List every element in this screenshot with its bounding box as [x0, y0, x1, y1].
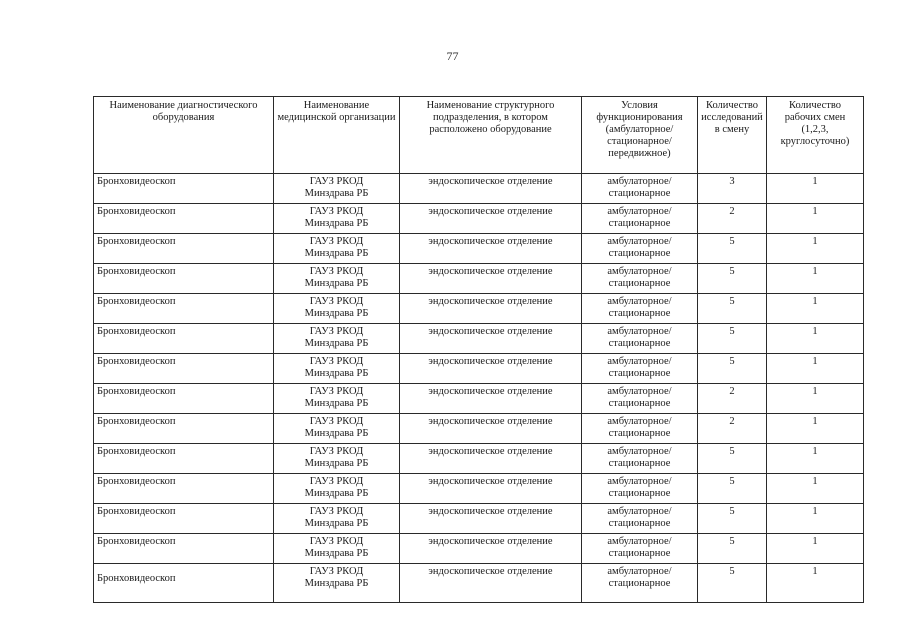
org-line: Минздрава РБ — [304, 428, 369, 439]
cell-work-shifts: 1 — [767, 234, 864, 264]
cell-work-shifts: 1 — [767, 534, 864, 564]
org-line: Минздрава РБ — [304, 548, 369, 559]
mode-line: стационарное — [608, 458, 671, 469]
table-row — [94, 474, 864, 504]
org-line: ГАУЗ РКОД — [309, 236, 364, 247]
cell-department: эндоскопическое отделение — [400, 504, 582, 534]
mode-line: стационарное — [608, 548, 671, 559]
mode-line: стационарное — [608, 368, 671, 379]
cell-operating-conditions — [582, 564, 698, 603]
org-line: Минздрава РБ — [304, 218, 369, 229]
cell-studies-per-shift: 5 — [698, 324, 767, 354]
cell-department: эндоскопическое отделение — [400, 354, 582, 384]
cell-work-shifts: 1 — [767, 414, 864, 444]
header-operating-conditions: Условия функционирования (амбулаторное/ стационарное/ передвижное) — [582, 97, 698, 174]
cell-equipment: Бронховидеоскоп — [94, 264, 274, 294]
cell-department: эндоскопическое отделение — [400, 414, 582, 444]
cell-operating-conditions — [582, 414, 698, 444]
cell-studies-per-shift: 5 — [698, 264, 767, 294]
cell-studies-per-shift: 2 — [698, 204, 767, 234]
cell-organization — [274, 444, 400, 474]
mode-line: стационарное — [608, 398, 671, 409]
header-work-shifts: Количество рабочих смен (1,2,3, круглосуточно) — [767, 97, 864, 174]
cell-studies-per-shift: 3 — [698, 174, 767, 204]
cell-work-shifts: 1 — [767, 204, 864, 234]
cell-department: эндоскопическое отделение — [400, 564, 582, 603]
mode-line: стационарное — [608, 488, 671, 499]
cell-organization — [274, 354, 400, 384]
cell-equipment: Бронховидеоскоп — [94, 204, 274, 234]
cell-equipment: Бронховидеоскоп — [94, 504, 274, 534]
cell-work-shifts: 1 — [767, 384, 864, 414]
mode-line: амбулаторное/ — [607, 356, 672, 367]
cell-operating-conditions — [582, 204, 698, 234]
org-line: Минздрава РБ — [304, 308, 369, 319]
cell-operating-conditions — [582, 294, 698, 324]
mode-line: стационарное — [608, 188, 671, 199]
org-line: ГАУЗ РКОД — [309, 266, 364, 277]
mode-line: амбулаторное/ — [607, 536, 672, 547]
org-line: Минздрава РБ — [304, 518, 369, 529]
cell-equipment: Бронховидеоскоп — [94, 414, 274, 444]
org-line: Минздрава РБ — [304, 248, 369, 259]
mode-line: амбулаторное/ — [607, 236, 672, 247]
cell-operating-conditions — [582, 174, 698, 204]
header-department: Наименование структурного подразделения, в котором расположено оборудование — [400, 97, 582, 174]
mode-line: амбулаторное/ — [607, 566, 672, 577]
org-line: ГАУЗ РКОД — [309, 566, 364, 577]
cell-operating-conditions — [582, 354, 698, 384]
mode-line: амбулаторное/ — [607, 506, 672, 517]
cell-organization — [274, 294, 400, 324]
table-row — [94, 234, 864, 264]
cell-organization — [274, 324, 400, 354]
mode-line: амбулаторное/ — [607, 416, 672, 427]
cell-equipment: Бронховидеоскоп — [94, 354, 274, 384]
cell-organization — [274, 534, 400, 564]
cell-department: эндоскопическое отделение — [400, 534, 582, 564]
table-row — [94, 534, 864, 564]
mode-line: стационарное — [608, 218, 671, 229]
org-line: ГАУЗ РКОД — [309, 356, 364, 367]
table-row — [94, 354, 864, 384]
cell-equipment: Бронховидеоскоп — [94, 474, 274, 504]
table-row — [94, 204, 864, 234]
mode-line: амбулаторное/ — [607, 476, 672, 487]
cell-organization — [274, 504, 400, 534]
mode-line: стационарное — [608, 338, 671, 349]
header-equipment: Наименование диагностического оборудования — [94, 97, 274, 174]
table-row — [94, 414, 864, 444]
org-line: Минздрава РБ — [304, 338, 369, 349]
cell-department: эндоскопическое отделение — [400, 474, 582, 504]
cell-studies-per-shift: 5 — [698, 444, 767, 474]
cell-organization — [274, 204, 400, 234]
org-line: ГАУЗ РКОД — [309, 326, 364, 337]
cell-equipment: Бронховидеоскоп — [94, 324, 274, 354]
cell-studies-per-shift: 5 — [698, 234, 767, 264]
mode-line: амбулаторное/ — [607, 266, 672, 277]
cell-operating-conditions — [582, 264, 698, 294]
org-line: Минздрава РБ — [304, 458, 369, 469]
org-line: ГАУЗ РКОД — [309, 206, 364, 217]
cell-organization — [274, 264, 400, 294]
cell-equipment: Бронховидеоскоп — [94, 384, 274, 414]
mode-line: стационарное — [608, 308, 671, 319]
cell-studies-per-shift: 5 — [698, 564, 767, 603]
org-line: Минздрава РБ — [304, 398, 369, 409]
mode-line: амбулаторное/ — [607, 296, 672, 307]
cell-work-shifts: 1 — [767, 264, 864, 294]
cell-organization — [274, 384, 400, 414]
cell-equipment: Бронховидеоскоп — [94, 564, 274, 603]
cell-department: эндоскопическое отделение — [400, 264, 582, 294]
header-organization: Наименование медицинской организации — [274, 97, 400, 174]
cell-work-shifts: 1 — [767, 294, 864, 324]
cell-operating-conditions — [582, 384, 698, 414]
org-line: Минздрава РБ — [304, 578, 369, 589]
org-line: ГАУЗ РКОД — [309, 176, 364, 187]
cell-organization — [274, 174, 400, 204]
cell-equipment: Бронховидеоскоп — [94, 174, 274, 204]
cell-operating-conditions — [582, 324, 698, 354]
mode-line: амбулаторное/ — [607, 326, 672, 337]
org-line: ГАУЗ РКОД — [309, 536, 364, 547]
cell-studies-per-shift: 2 — [698, 414, 767, 444]
page-number: 77 — [446, 49, 459, 63]
cell-operating-conditions — [582, 234, 698, 264]
cell-work-shifts: 1 — [767, 354, 864, 384]
table-row — [94, 294, 864, 324]
table-row — [94, 384, 864, 414]
mode-line: стационарное — [608, 278, 671, 289]
mode-line: стационарное — [608, 518, 671, 529]
table-row — [94, 174, 864, 204]
org-line: Минздрава РБ — [304, 488, 369, 499]
cell-work-shifts: 1 — [767, 504, 864, 534]
mode-line: стационарное — [608, 578, 671, 589]
org-line: Минздрава РБ — [304, 188, 369, 199]
mode-line: амбулаторное/ — [607, 206, 672, 217]
mode-line: амбулаторное/ — [607, 386, 672, 397]
org-line: ГАУЗ РКОД — [309, 476, 364, 487]
cell-department: эндоскопическое отделение — [400, 444, 582, 474]
cell-department: эндоскопическое отделение — [400, 324, 582, 354]
cell-organization — [274, 474, 400, 504]
cell-equipment: Бронховидеоскоп — [94, 444, 274, 474]
cell-studies-per-shift: 5 — [698, 534, 767, 564]
table-row — [94, 564, 864, 603]
cell-studies-per-shift: 5 — [698, 294, 767, 324]
cell-work-shifts: 1 — [767, 444, 864, 474]
mode-line: стационарное — [608, 428, 671, 439]
cell-equipment: Бронховидеоскоп — [94, 234, 274, 264]
cell-work-shifts: 1 — [767, 324, 864, 354]
mode-line: стационарное — [608, 248, 671, 259]
cell-department: эндоскопическое отделение — [400, 384, 582, 414]
table-row — [94, 264, 864, 294]
cell-equipment: Бронховидеоскоп — [94, 294, 274, 324]
cell-equipment: Бронховидеоскоп — [94, 534, 274, 564]
org-line: ГАУЗ РКОД — [309, 416, 364, 427]
cell-department: эндоскопическое отделение — [400, 204, 582, 234]
cell-operating-conditions — [582, 504, 698, 534]
org-line: Минздрава РБ — [304, 368, 369, 379]
org-line: ГАУЗ РКОД — [309, 296, 364, 307]
cell-work-shifts: 1 — [767, 174, 864, 204]
cell-operating-conditions — [582, 444, 698, 474]
equipment-table — [93, 96, 864, 603]
table-row — [94, 504, 864, 534]
cell-organization — [274, 414, 400, 444]
cell-studies-per-shift: 5 — [698, 504, 767, 534]
table-row — [94, 444, 864, 474]
table-body — [94, 174, 864, 603]
table-row — [94, 324, 864, 354]
cell-operating-conditions — [582, 474, 698, 504]
cell-operating-conditions — [582, 534, 698, 564]
cell-work-shifts: 1 — [767, 564, 864, 603]
org-line: ГАУЗ РКОД — [309, 446, 364, 457]
cell-studies-per-shift: 5 — [698, 474, 767, 504]
cell-organization — [274, 564, 400, 603]
org-line: ГАУЗ РКОД — [309, 386, 364, 397]
cell-studies-per-shift: 5 — [698, 354, 767, 384]
cell-department: эндоскопическое отделение — [400, 174, 582, 204]
cell-studies-per-shift: 2 — [698, 384, 767, 414]
org-line: ГАУЗ РКОД — [309, 506, 364, 517]
header-studies-per-shift: Количество исследований в смену — [698, 97, 767, 174]
table-header-row — [94, 97, 864, 174]
org-line: Минздрава РБ — [304, 278, 369, 289]
cell-work-shifts: 1 — [767, 474, 864, 504]
cell-department: эндоскопическое отделение — [400, 294, 582, 324]
mode-line: амбулаторное/ — [607, 176, 672, 187]
cell-department: эндоскопическое отделение — [400, 234, 582, 264]
cell-organization — [274, 234, 400, 264]
mode-line: амбулаторное/ — [607, 446, 672, 457]
